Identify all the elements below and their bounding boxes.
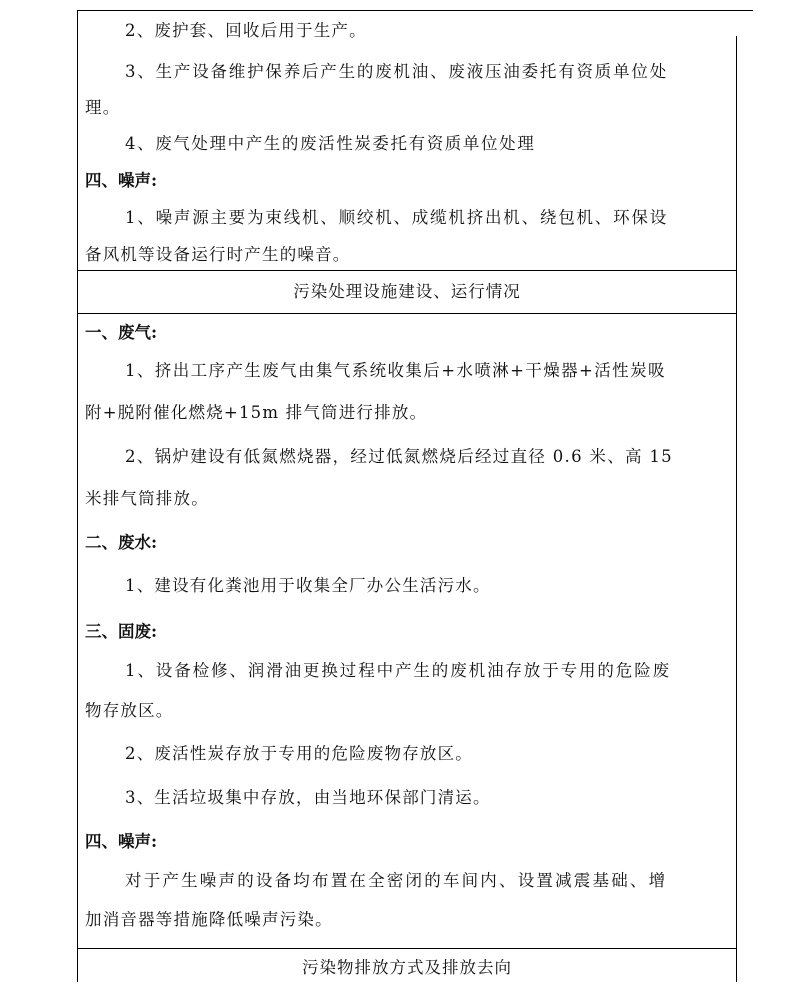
- paragraph: 附+脱附催化燃烧+15m 排气筒进行排放。: [85, 403, 428, 422]
- paragraph: 加消音器等措施降低噪声污染。: [85, 910, 333, 929]
- section-heading: 二、废水:: [85, 533, 158, 552]
- row-divider: [77, 313, 737, 314]
- section-heading: 四、噪声:: [85, 171, 158, 190]
- table-header-cell: 污染物排放方式及排放去向: [302, 958, 512, 977]
- paragraph: 1、噪声源主要为束线机、顺绞机、成缆机挤出机、绕包机、环保设: [125, 208, 668, 227]
- paragraph: 对于产生噪声的设备均布置在全密闭的车间内、设置减震基础、增: [125, 871, 668, 890]
- paragraph: 4、废气处理中产生的废活性炭委托有资质单位处理: [125, 134, 536, 153]
- table-border-top: [77, 10, 753, 11]
- paragraph: 米排气筒排放。: [85, 489, 209, 508]
- section-heading: 三、固废:: [85, 622, 158, 641]
- paragraph: 1、建设有化粪池用于收集全厂办公生活污水。: [125, 576, 491, 595]
- paragraph: 物存放区。: [85, 701, 174, 720]
- row-divider: [77, 270, 737, 271]
- row-divider: [77, 948, 737, 949]
- paragraph: 2、废护套、回收后用于生产。: [125, 21, 367, 40]
- paragraph: 1、设备检修、润滑油更换过程中产生的废机油存放于专用的危险废: [125, 661, 671, 680]
- paragraph: 3、生产设备维护保养后产生的废机油、废液压油委托有资质单位处: [125, 62, 668, 81]
- paragraph: 3、生活垃圾集中存放，由当地环保部门清运。: [125, 788, 491, 807]
- table-header-cell: 污染处理设施建设、运行情况: [293, 282, 521, 301]
- section-heading: 一、废气:: [85, 323, 158, 342]
- paragraph: 2、废活性炭存放于专用的危险废物存放区。: [125, 744, 473, 763]
- paragraph: 1、挤出工序产生废气由集气系统收集后+水喷淋+干燥器+活性炭吸: [125, 361, 666, 380]
- table-border-left: [77, 10, 78, 982]
- paragraph: 理。: [85, 98, 121, 117]
- paragraph: 备风机等设备运行时产生的噪音。: [85, 245, 351, 264]
- section-heading: 四、噪声:: [85, 832, 158, 851]
- paragraph: 2、锅炉建设有低氮燃烧器，经过低氮燃烧后经过直径 0.6 米、高 15: [125, 447, 673, 466]
- table-border-right: [736, 36, 737, 982]
